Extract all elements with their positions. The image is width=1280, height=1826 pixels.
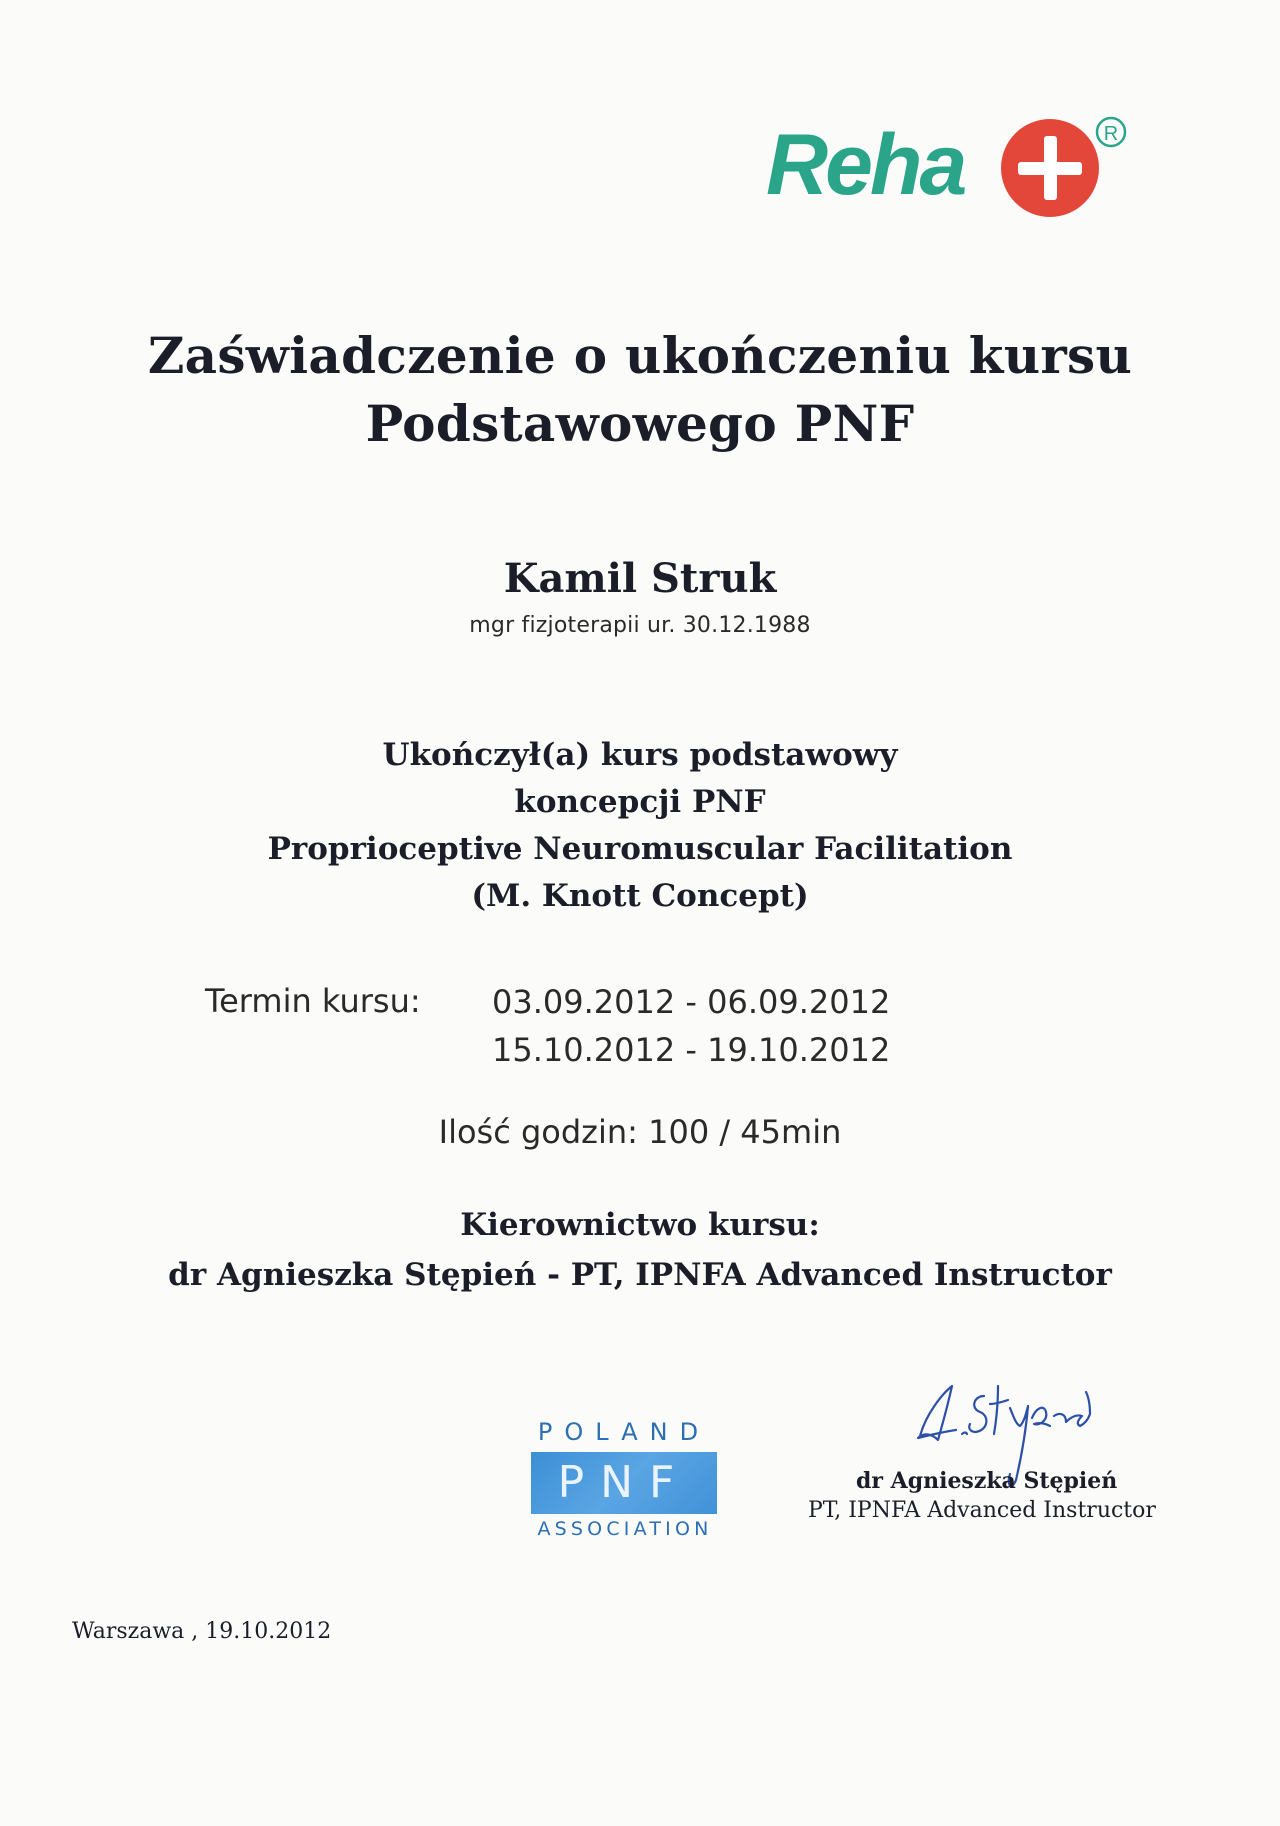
course-hours: Ilość godzin: 100 / 45min <box>438 1113 842 1151</box>
place-and-date: Warszawa , 19.10.2012 <box>72 1619 332 1644</box>
svg-text:R: R <box>1103 123 1119 145</box>
plus-circle-icon <box>1001 119 1099 217</box>
signatory-name: dr Agnieszka Stępień <box>856 1468 1118 1494</box>
reha-plus-logo <box>766 108 1136 228</box>
poland-pnf-association-logo <box>525 1418 725 1548</box>
term-dates-2: 15.10.2012 - 19.10.2012 <box>492 1031 891 1069</box>
term-dates-1: 03.09.2012 - 06.09.2012 <box>492 983 891 1021</box>
registered-mark-icon <box>1097 118 1125 146</box>
course-description <box>0 732 1280 920</box>
course-line-3: Proprioceptive Neuromuscular Facilitation <box>267 831 1013 867</box>
reha-logo-text: Reha <box>766 117 965 213</box>
title-line-1: Zaświadczenie o ukończeniu kursu <box>147 326 1133 385</box>
term-label: Termin kursu: <box>205 982 421 1020</box>
association-middle-text: PNF <box>557 1457 691 1508</box>
recipient-name: Kamil Struk <box>503 555 777 602</box>
course-leadership <box>0 1200 1280 1300</box>
reha-logo-graphic <box>766 108 1136 228</box>
leadership-line: dr Agnieszka Stępień - PT, IPNFA Advanced Instructor <box>168 1257 1112 1293</box>
association-bottom-text: ASSOCIATION <box>537 1518 713 1540</box>
leadership-heading: Kierownictwo kursu: <box>460 1207 820 1243</box>
association-top-text: POLAND <box>537 1418 711 1446</box>
signatory-role: PT, IPNFA Advanced Instructor <box>808 1498 1156 1523</box>
course-line-1: Ukończył(a) kurs podstawowy <box>382 737 898 773</box>
course-line-4: (M. Knott Concept) <box>471 878 809 914</box>
term-dates <box>492 978 890 1074</box>
certificate-title <box>0 322 1280 458</box>
course-line-2: koncepcji PNF <box>514 784 766 820</box>
title-line-2: Podstawowego PNF <box>365 394 915 453</box>
recipient-details: mgr fizjoterapii ur. 30.12.1988 <box>469 613 811 638</box>
